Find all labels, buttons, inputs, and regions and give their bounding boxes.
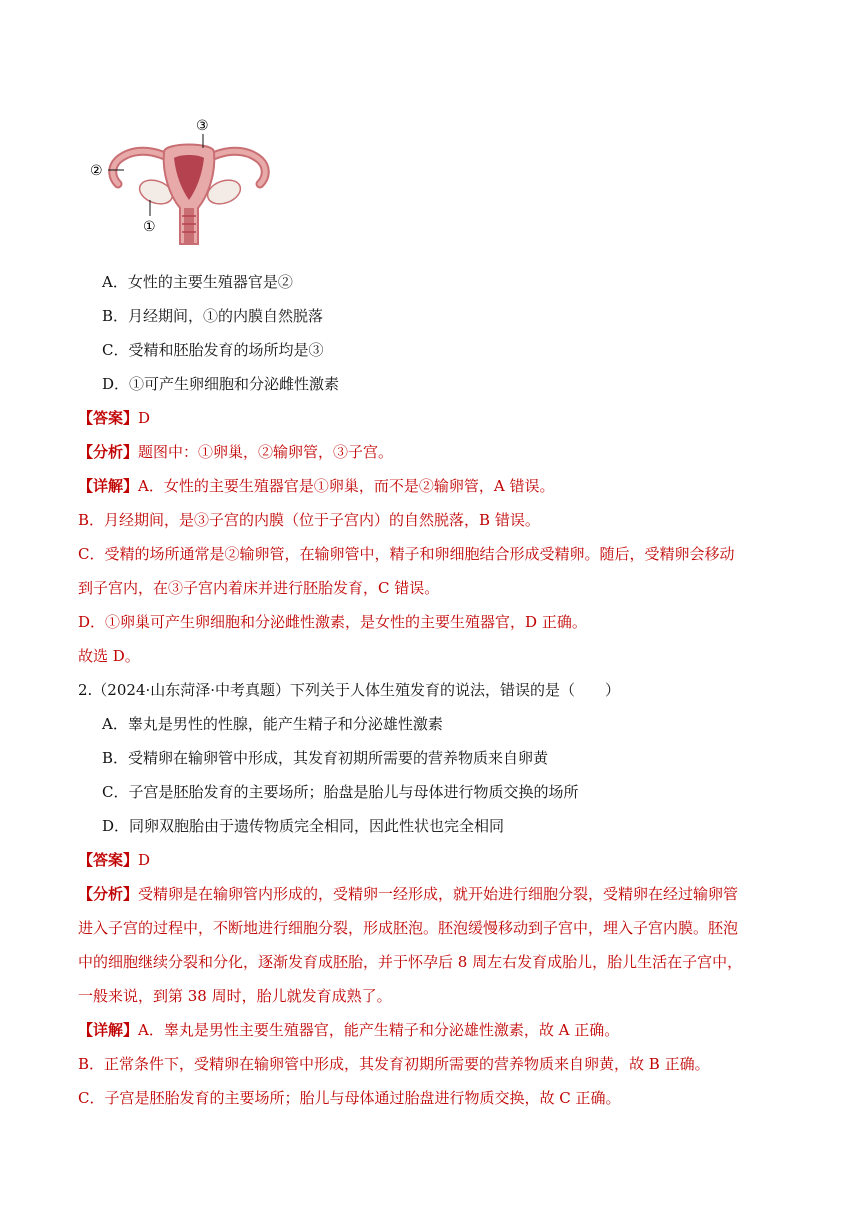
answer-value: D <box>138 409 151 427</box>
detail-text: A．女性的主要生殖器官是①卵巢，而不是②输卵管，A 错误。 <box>138 477 555 495</box>
cervix <box>184 208 194 244</box>
q1-option-b: B．月经期间，①的内膜自然脱落 <box>102 307 324 325</box>
q1-option-d: D．①可产生卵细胞和分泌雌性激素 <box>102 375 340 393</box>
q2-option-c: C．子宫是胚胎发育的主要场所；胎盘是胎儿与母体进行物质交换的场所 <box>102 783 579 801</box>
q2-stem: 2.（2024·山东菏泽·中考真题）下列关于人体生殖发育的说法，错误的是（ ） <box>78 681 621 699</box>
detail-tag: 【详解】 <box>78 1021 139 1039</box>
q1-detail-b: B．月经期间，是③子宫的内膜（位于子宫内）的自然脱落，B 错误。 <box>78 511 540 529</box>
q1-detail-d: D．①卵巢可产生卵细胞和分泌雌性激素，是女性的主要生殖器官，D 正确。 <box>78 613 587 631</box>
q1-option-a: A．女性的主要生殖器官是② <box>102 273 293 291</box>
analysis-text: 受精卵是在输卵管内形成的，受精卵一经形成，就开始进行细胞分裂，受精卵在经过输卵管 <box>138 885 739 903</box>
label-one: ① <box>143 219 156 235</box>
detail-tag: 【详解】 <box>78 477 139 495</box>
q1-detail-a <box>78 476 554 496</box>
answer-value: D <box>138 851 151 869</box>
q2-analysis-line3: 中的细胞继续分裂和分化，逐渐发育成胚胎，并于怀孕后 8 周左右发育成胎儿，胎儿生活在子宫中， <box>78 953 743 971</box>
analysis-text: 题图中：①卵巢，②输卵管，③子宫。 <box>138 443 394 461</box>
q2-option-b: B．受精卵在输卵管中形成，其发育初期所需要的营养物质来自卵黄 <box>102 749 549 767</box>
q2-analysis-line4: 一般来说，到第 38 周时，胎儿就发育成熟了。 <box>78 987 392 1005</box>
label-three: ③ <box>196 118 209 134</box>
female-reproductive-diagram <box>84 112 294 262</box>
q2-analysis-line2: 进入子宫的过程中，不断地进行细胞分裂，形成胚泡。胚泡缓慢移动到子宫中，埋入子宫内膜。胚泡 <box>78 919 739 937</box>
q1-conclusion: 故选 D。 <box>78 647 140 665</box>
q1-answer <box>78 408 150 428</box>
q2-detail-c: C．子宫是胚胎发育的主要场所；胎儿与母体通过胎盘进行物质交换，故 C 正确。 <box>78 1089 621 1107</box>
answer-tag: 【答案】 <box>78 409 139 427</box>
analysis-tag: 【分析】 <box>78 885 139 903</box>
q1-analysis <box>78 442 393 462</box>
q1-detail-c-line2: 到子宫内，在③子宫内着床并进行胚胎发育，C 错误。 <box>78 579 440 597</box>
q2-option-d: D．同卵双胞胎由于遗传物质完全相同，因此性状也完全相同 <box>102 817 505 835</box>
q2-detail-b: B．正常条件下，受精卵在输卵管中形成，其发育初期所需要的营养物质来自卵黄，故 B 正确。 <box>78 1055 710 1073</box>
q2-answer <box>78 850 150 870</box>
q2-analysis-line1 <box>78 884 738 904</box>
q1-detail-c-line1: C．受精的场所通常是②输卵管，在输卵管中，精子和卵细胞结合形成受精卵。随后，受精卵会移动 <box>78 545 735 563</box>
label-two: ② <box>90 163 103 179</box>
analysis-tag: 【分析】 <box>78 443 139 461</box>
q2-detail-a <box>78 1020 619 1040</box>
detail-text: A．睾丸是男性主要生殖器官，能产生精子和分泌雄性激素，故 A 正确。 <box>138 1021 620 1039</box>
q2-option-a: A．睾丸是男性的性腺，能产生精子和分泌雄性激素 <box>102 715 443 733</box>
q1-option-c: C．受精和胚胎发育的场所均是③ <box>102 341 324 359</box>
answer-tag: 【答案】 <box>78 851 139 869</box>
